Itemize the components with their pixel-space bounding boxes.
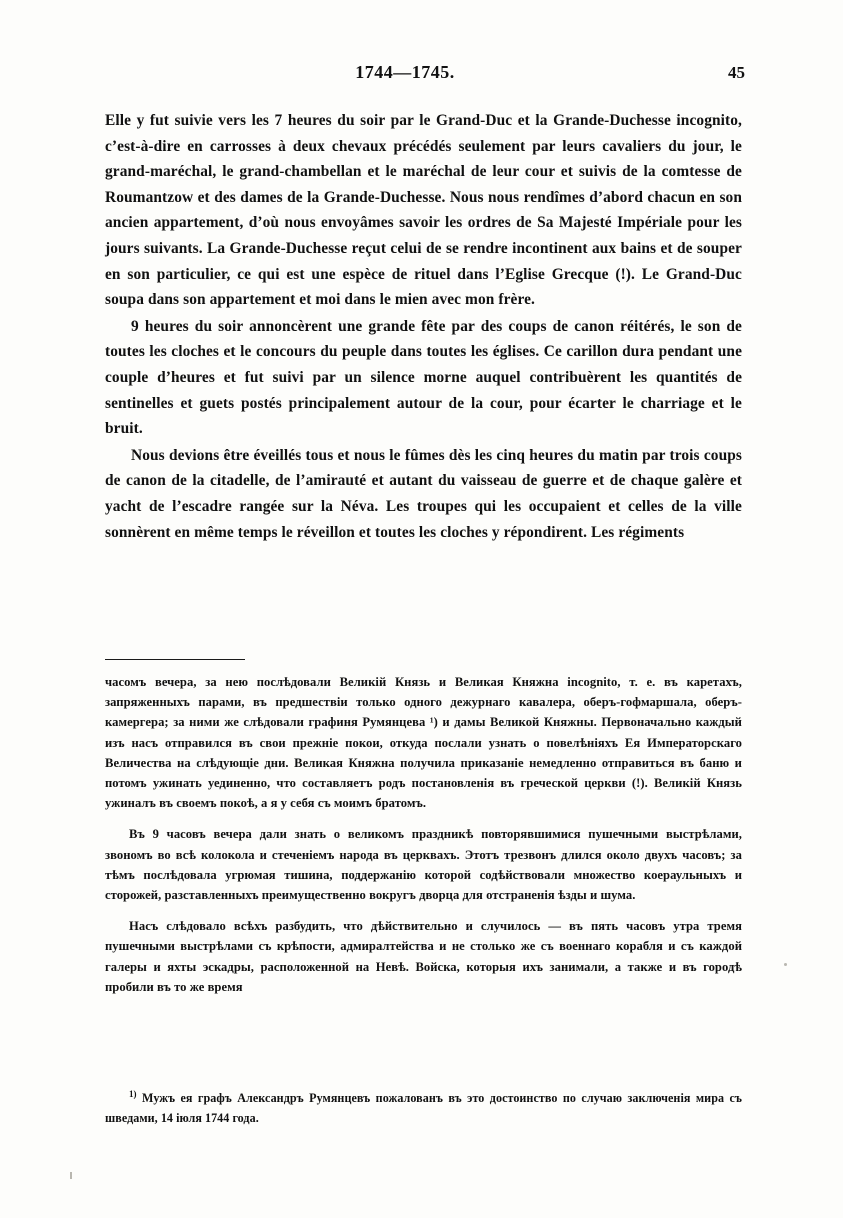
bottom-footnote-block	[105, 1085, 742, 1128]
footnote-paragraph: Въ 9 часовъ вечера дали знать о великомъ праздникѣ повторявшимися пушечными выстрѣлами, звономъ во всѣ колокола и стеченіемъ народа въ церквахъ. Этотъ трезвонъ длился около двухъ часовъ; за тѣмъ послѣдовала угрюмая тишина, поддержанію которой содѣйствовали множество коераульныхъ и сторожей, разставленныхъ преимущественно вокругъ дворца для отстраненія ѣзды и шума.	[105, 827, 742, 903]
scan-speck	[784, 963, 787, 966]
paragraph: 9 heures du soir annoncèrent une grande fête par des coups de canon réitérés, le son de toutes les cloches et le concours du peuple dans toutes les églises. Ce carillon dura pendant une couple d’heures et fut suivi par un silence morne auquel contribuèrent les quantités de sentinelles et guets postés principalement autour de la cour, pour écarter le charriage et le bruit.	[105, 317, 742, 438]
footnote-paragraph: Насъ слѣдовало всѣхъ разбудить, что дѣйствительно и случилось — въ пять часовъ утра тремя пушечными выстрѣлами съ крѣпости, адмиралтейства и не столько же съ военнаго корабля и съ каждой галеры и яхты эскадры, расположенной на Невѣ. Войска, которыя ихъ занимали, а также и въ городѣ пробили въ то же время	[105, 919, 742, 994]
page-header	[105, 62, 745, 86]
footnote-paragraph: часомъ вечера, за нею послѣдовали Великій Князь и Великая Княжна incognito, т. е. въ каретахъ, запряженныхъ парами, въ предшествіи только одного дежурнаго кавалера, оберъ-гофмаршала, оберъ-камергера; за ними же слѣдовали графиня Румянцева ¹) и дамы Великой Княжны. Первоначально каждый изъ насъ отправился въ свои прежніе покои, откуда послали узнать о повелѣніяхъ Ея Императорскаго Величества на слѣдующіе дни. Великая Княжна получила приказаніе немедленно отправиться въ баню и потомъ ужинать уединенно, что составляетъ родъ постановленія въ греческой церкви (!). Великій Князь ужиналъ въ своемъ покоѣ, а я у себя съ моимъ братомъ.	[105, 675, 742, 811]
footnote-text-block	[105, 672, 742, 997]
scan-speck	[70, 1172, 72, 1179]
footnote-divider-rule	[105, 659, 245, 660]
paragraph: Nous devions être éveillés tous et nous le fûmes dès les cinq heures du matin par trois coups de canon de la citadelle, de l’amirauté et autant du vaisseau de guerre et de chaque galère et yacht de l’escadre rangée sur la Néva. Les troupes qui les occupaient et celles de la ville sonnèrent en même temps le réveillon et toutes les cloches y répondirent. Les régiments	[105, 446, 742, 541]
main-text-block	[105, 108, 742, 545]
bottom-footnote-text: Мужъ ея графъ Александръ Румянцевъ пожалованъ въ это достоинство по случаю заключенія мира съ шведами, 14 іюля 1744 года.	[105, 1091, 743, 1125]
running-head-years: 1744—1745.	[355, 62, 455, 82]
footnote-marker: 1)	[129, 1089, 137, 1099]
page-number: 45	[728, 63, 745, 82]
bottom-footnote-paragraph	[105, 1085, 742, 1128]
paragraph: Elle y fut suivie vers les 7 heures du soir par le Grand-Duc et la Grande-Duchesse incognito, c’est-à-dire en carrosses à deux chevaux précédés seulement par leurs cavaliers du jour, le grand-maréchal, le grand-chambellan et le maréchal de leur cour et suivis de la comtesse de Roumantzow et des dames de la Grande-Duchesse. Nous nous rendîmes d’abord chacun en son ancien appartement, d’où nous envoyâmes savoir les ordres de Sa Majesté Impériale pour les jours suivants. La Grande-Duchesse reçut celui de se rendre incontinent aux bains et de souper en son particulier, ce qui est une espèce de rituel dans l’Eglise Grecque (!). Le Grand-Duc soupa dans son appartement et moi dans le mien avec mon frère.	[105, 112, 742, 309]
